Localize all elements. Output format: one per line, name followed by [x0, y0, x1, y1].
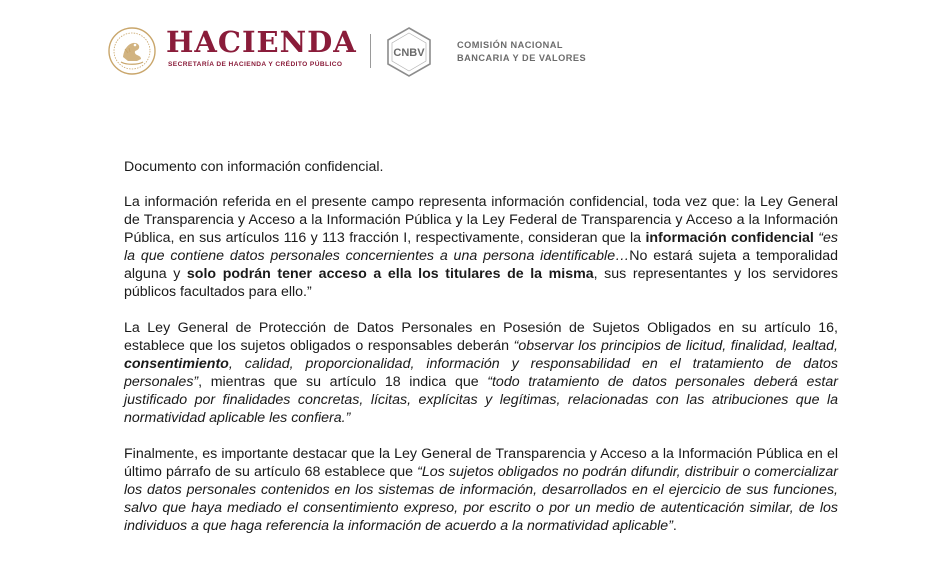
mexican-coat-of-arms-seal-icon [108, 27, 156, 75]
text-run: consentimiento [124, 356, 229, 372]
text-run: “todo tratamiento de datos personales deberá estar justificado por finalidades concretas, lícitas, explícitas y legítimas, relacionadas con las atribuciones que la normatividad aplicable les confiera.” [124, 374, 838, 426]
cnbv-name-line1: COMISIÓN NACIONAL [457, 40, 563, 50]
cnbv-name [457, 39, 586, 65]
cnbv-abbr: CNBV [393, 47, 425, 59]
letterhead [108, 24, 608, 80]
paragraph-1 [124, 193, 838, 301]
text-run: La información referida en el presente campo representa información confidencial, toda vez que: la Ley General de Transparencia y Acceso a la Información Pública y la Ley Federal de Transparencia y Acceso a la Información Pública, en sus artículos 116 y 113 fracción I, respectivamente, consideran que la [124, 194, 838, 246]
text-run: , calidad, proporcionalidad, información y responsabilidad en el tratamiento de datos personales” [124, 356, 838, 390]
hacienda-wordmark: HACIENDA [166, 25, 357, 59]
cnbv-name-line2: BANCARIA Y DE VALORES [457, 53, 587, 63]
document-body [124, 158, 838, 553]
text-run: solo podrán tener acceso a ella los titulares de la misma [186, 266, 594, 282]
logo-divider [370, 34, 371, 68]
text-run: información confidencial [645, 230, 814, 246]
text-run: , sus representantes y los servidores públicos facultados para ello.” [124, 266, 838, 300]
text-run: , mientras que su artículo 18 indica que [198, 374, 488, 390]
text-run: . [672, 518, 677, 534]
text-run: “Los sujetos obligados no podrán difundir, distribuir o comercializar los datos personales contenidos en los sistemas de información, desarrollados en el ejercicio de sus funciones, salvo que haya mediado el consentimiento expreso, por escrito o por un medio de autenticación similar, de los individuos a que haga referencia la información de acuerdo a la normatividad aplicable” [124, 464, 839, 534]
hacienda-subtitle: SECRETARÍA DE HACIENDA Y CRÉDITO PÚBLICO [168, 61, 343, 68]
text-run: “observar los principios de licitud, finalidad, lealtad, [513, 338, 838, 354]
paragraph-2 [124, 319, 838, 427]
text-run: No estará sujeta a temporalidad alguna y [124, 248, 838, 282]
text-run: Finalmente, es importante destacar que la Ley General de Transparencia y Acceso a la Información Pública en el último párrafo de su artículo 68 establece que [124, 446, 838, 480]
cnbv-hexagon-logo [384, 26, 434, 78]
paragraph-3 [124, 445, 838, 535]
text-run: La Ley General de Protección de Datos Personales en Posesión de Sujetos Obligados en su artículo 16, establece que los sujetos obligados o responsables deberán [124, 320, 838, 354]
document-heading: Documento con información confidencial. [124, 159, 384, 175]
text-run: “es la que contiene datos personales concernientes a una persona identificable… [124, 230, 838, 264]
